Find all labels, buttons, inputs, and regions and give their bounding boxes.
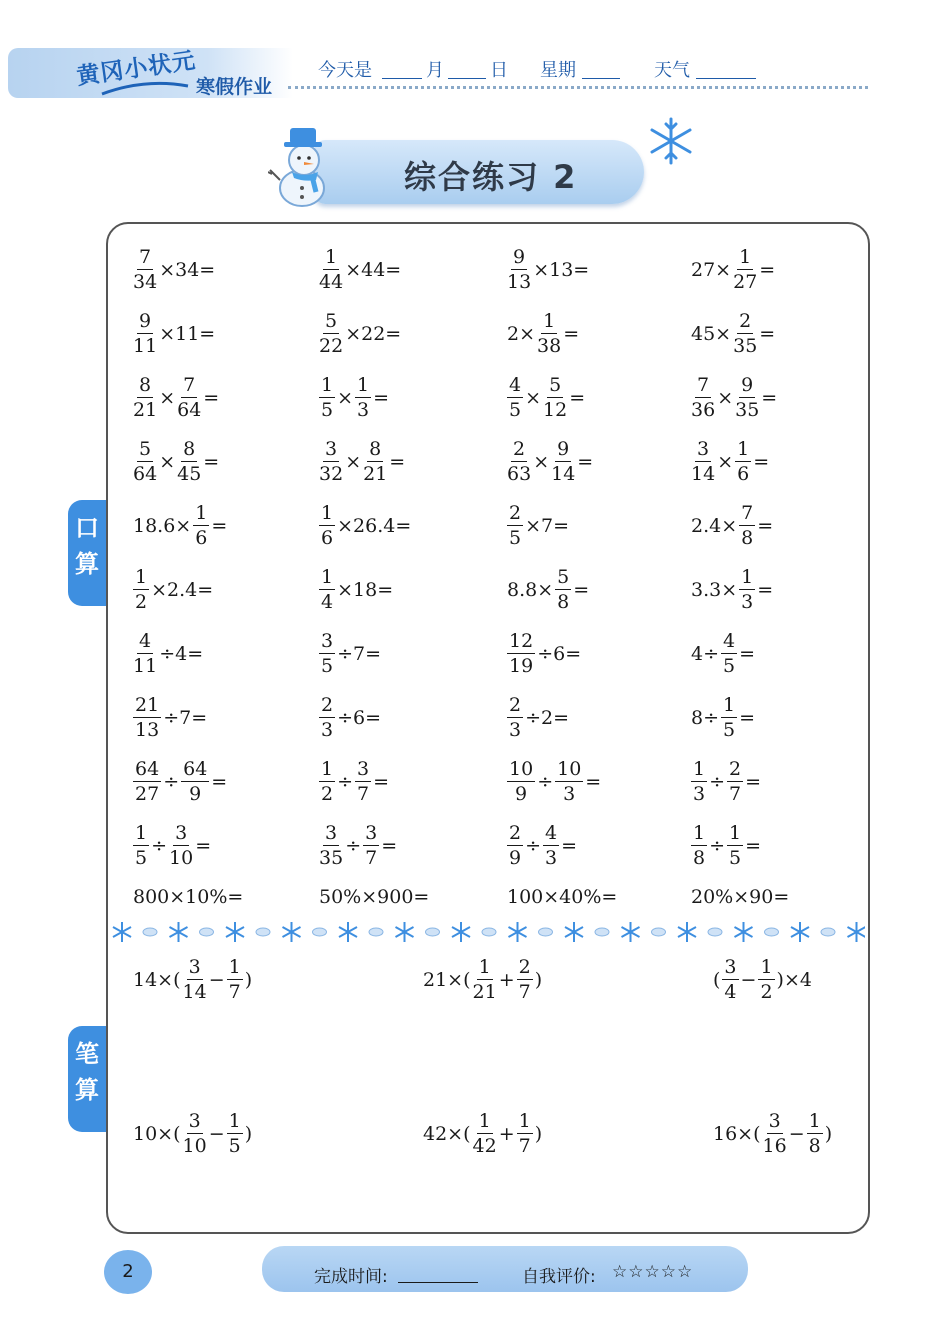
expression-text: ÷4= [159,643,204,665]
oral-problem-3-1 [132,376,220,420]
fraction: $\frac{1}{44}$ [319,246,344,293]
expression-text: × [533,451,550,473]
expression-text: − [788,1123,805,1145]
expression-text: = [577,451,594,473]
fraction: $\frac{2}{7}$ [518,956,531,1003]
snowflake-icon [646,116,696,166]
expression-text: 50%×900= [319,886,430,908]
expression-text: × [525,387,542,409]
oral-problem-7-4 [690,632,756,676]
expression-text: ÷ [709,771,726,793]
oral-problem-8-3 [506,696,570,740]
fraction: $\frac{7}{36}$ [691,374,716,421]
fraction: $\frac{2}{7}$ [729,758,742,805]
oral-problem-10-2 [318,824,398,868]
expression-text: 42×( [423,1123,471,1145]
fraction: $\frac{1}{5}$ [228,1110,241,1157]
divider-snowflake-icon [791,922,809,942]
fraction: $\frac{1}{8}$ [808,1110,821,1157]
fraction: $\frac{3}{10}$ [169,822,194,869]
expression-text: )×4 [776,969,812,991]
divider-dot-icon [765,928,779,936]
oral-problem-2-4 [690,312,776,356]
weekday-label: 星期 [540,60,576,81]
fraction: $\frac{2}{3}$ [509,694,522,741]
oral-problem-10-4 [690,824,762,868]
divider-snowflake-icon [396,922,414,942]
expression-text: 10×( [133,1123,181,1145]
fraction: $\frac{4}{3}$ [545,822,558,869]
expression-text: + [498,969,515,991]
divider-snowflake-icon [678,922,696,942]
expression-text: ×13= [533,259,590,281]
fraction: $\frac{1}{2}$ [321,758,334,805]
oral-problem-2-1 [132,312,216,356]
expression-text: ×26.4= [337,515,412,537]
oral-problem-11-1 [132,886,244,908]
fraction: $\frac{3}{7}$ [357,758,370,805]
expression-text: 4÷ [691,643,720,665]
divider-dot-icon [200,928,214,936]
expression-text: ÷ [345,835,362,857]
logo-swoosh-icon [100,78,190,98]
fraction: $\frac{9}{11}$ [133,310,158,357]
divider-dot-icon [482,928,496,936]
oral-problem-5-3 [506,504,570,548]
oral-problem-8-4 [690,696,756,740]
expression-text: × [159,451,176,473]
expression-text: − [208,969,225,991]
fraction: $\frac{8}{45}$ [177,438,202,485]
oral-problem-2-3 [506,312,580,356]
written-problem-2-1 [132,1112,253,1156]
expression-text: = [389,451,406,473]
expression-text: 14×( [133,969,181,991]
expression-text: 16×( [713,1123,761,1145]
written-problem-1-3 [712,958,813,1002]
oral-problem-9-2 [318,760,390,804]
fraction: $\frac{10}{9}$ [509,758,534,805]
date-label: 今天是 [318,60,372,81]
fraction: $\frac{3}{7}$ [365,822,378,869]
expression-text: 21×( [423,969,471,991]
expression-text: × [159,387,176,409]
fraction: $\frac{1}{7}$ [518,1110,531,1157]
expression-text: × [337,387,354,409]
fraction: $\frac{1}{8}$ [693,822,706,869]
fraction: $\frac{1}{5}$ [723,694,736,741]
divider-snowflake-icon [565,922,583,942]
oral-problem-7-2 [318,632,382,676]
fraction: $\frac{1}{2}$ [135,566,148,613]
oral-problem-10-3 [506,824,578,868]
divider-snowflake-icon [509,922,527,942]
month-label: 月 [426,60,444,81]
fraction: $\frac{1}{6}$ [321,502,334,549]
written-problem-1-1 [132,958,253,1002]
fraction: $\frac{7}{8}$ [741,502,754,549]
fraction: $\frac{3}{4}$ [724,956,737,1003]
oral-problem-4-2 [318,440,406,484]
oral-problem-6-4 [690,568,774,612]
fraction: $\frac{1}{21}$ [472,956,497,1003]
fraction: $\frac{1}{6}$ [737,438,750,485]
expression-text: = [757,579,774,601]
expression-text: = [745,835,762,857]
expression-text: ÷ [537,771,554,793]
fraction: $\frac{64}{9}$ [183,758,208,805]
expression-text: − [740,969,757,991]
self-evaluation-label: 自我评价: [522,1267,596,1287]
fraction: $\frac{21}{13}$ [135,694,160,741]
expression-text: + [498,1123,515,1145]
oral-problem-6-1 [132,568,214,612]
divider-dot-icon [539,928,553,936]
written-problem-1-2 [422,958,543,1002]
oral-problem-2-2 [318,312,402,356]
oral-problem-9-3 [506,760,602,804]
snowflake-divider [110,918,865,946]
fraction: $\frac{2}{3}$ [321,694,334,741]
fraction: $\frac{4}{5}$ [723,630,736,677]
divider-dot-icon [143,928,157,936]
day-label: 日 [490,60,508,81]
expression-text: ×44= [345,259,402,281]
expression-text: ( [713,969,721,991]
written-problem-2-3 [712,1112,833,1156]
expression-text: − [208,1123,225,1145]
oral-problem-5-4 [690,504,774,548]
oral-problem-1-4 [690,248,776,292]
fraction: $\frac{64}{27}$ [135,758,160,805]
divider-snowflake-icon [848,922,866,942]
fraction: $\frac{1}{2}$ [760,956,773,1003]
logo: 黄冈小状元 [75,47,198,91]
fraction: $\frac{7}{34}$ [133,246,158,293]
fraction: $\frac{3}{5}$ [321,630,334,677]
expression-text: ÷7= [163,707,208,729]
oral-problem-1-1 [132,248,216,292]
page-title: 综合练习 2 [404,158,578,196]
divider-snowflake-icon [735,922,753,942]
expression-text: ÷ [525,835,542,857]
divider-dot-icon [652,928,666,936]
fraction: $\frac{3}{10}$ [182,1110,207,1157]
oral-problem-6-2 [318,568,394,612]
fraction: $\frac{2}{63}$ [507,438,532,485]
expression-text: ×22= [345,323,402,345]
oral-problem-6-3 [506,568,590,612]
fraction: $\frac{5}{22}$ [319,310,344,357]
expression-text: ÷6= [337,707,382,729]
expression-text: = [759,323,776,345]
fraction: $\frac{3}{32}$ [319,438,344,485]
expression-text: ) [824,1123,833,1145]
oral-problem-7-1 [132,632,204,676]
expression-text: × [717,451,734,473]
oral-problem-10-1 [132,824,212,868]
fraction: $\frac{12}{19}$ [509,630,534,677]
divider-dot-icon [426,928,440,936]
expression-text: = [203,451,220,473]
expression-text: = [561,835,578,857]
written-problem-2-2 [422,1112,543,1156]
fraction: $\frac{4}{11}$ [133,630,158,677]
oral-problem-4-1 [132,440,220,484]
expression-text: = [195,835,212,857]
divider-dot-icon [708,928,722,936]
fraction: $\frac{1}{7}$ [228,956,241,1003]
expression-text: = [753,451,770,473]
expression-text: = [745,771,762,793]
expression-text: 27× [691,259,732,281]
expression-text: 8.8× [507,579,554,601]
expression-text: = [569,387,586,409]
oral-problem-1-2 [318,248,402,292]
oral-problem-11-2 [318,886,430,908]
fraction: $\frac{1}{3}$ [693,758,706,805]
divider-dot-icon [369,928,383,936]
expression-text: ÷ [163,771,180,793]
fraction: $\frac{3}{14}$ [691,438,716,485]
expression-text: ÷7= [337,643,382,665]
divider-snowflake-icon [452,922,470,942]
oral-problem-4-4 [690,440,770,484]
fraction: $\frac{1}{27}$ [733,246,758,293]
fraction: $\frac{5}{8}$ [557,566,570,613]
fraction: $\frac{4}{5}$ [509,374,522,421]
snowman-icon [268,122,338,210]
expression-text: 20%×90= [691,886,790,908]
expression-text: ×11= [159,323,216,345]
fraction: $\frac{5}{12}$ [543,374,568,421]
fraction: $\frac{1}{6}$ [195,502,208,549]
fraction: $\frac{3}{14}$ [182,956,207,1003]
book-title: 寒假作业 [196,76,273,98]
oral-problem-11-4 [690,886,790,908]
expression-text: ×34= [159,259,216,281]
expression-text: = [211,771,228,793]
weekday-blank[interactable] [582,78,620,79]
oral-problem-7-3 [506,632,582,676]
fraction: $\frac{1}{38}$ [537,310,562,357]
weather-blank[interactable] [696,78,756,79]
oral-problem-3-4 [690,376,778,420]
oral-problem-4-3 [506,440,594,484]
oral-problem-11-3 [506,886,618,908]
weather-label: 天气 [654,60,690,81]
expression-text: 2.4× [691,515,738,537]
divider-dot-icon [821,928,835,936]
day-blank[interactable] [448,78,486,79]
expression-text: 100×40%= [507,886,618,908]
expression-text: ×2.4= [151,579,214,601]
expression-text: = [759,259,776,281]
fraction: $\frac{1}{4}$ [321,566,334,613]
expression-text: × [717,387,734,409]
expression-text: 800×10%= [133,886,244,908]
fraction: $\frac{1}{5}$ [729,822,742,869]
fraction: $\frac{1}{5}$ [321,374,334,421]
fraction: $\frac{10}{3}$ [557,758,582,805]
oral-problem-5-2 [318,504,412,548]
expression-text: = [757,515,774,537]
fraction: $\frac{9}{14}$ [551,438,576,485]
divider-dot-icon [595,928,609,936]
expression-text: ) [244,1123,253,1145]
expression-text: ) [244,969,253,991]
divider-dot-icon [313,928,327,936]
divider-snowflake-icon [113,922,131,942]
oral-problem-8-1 [132,696,208,740]
fraction: $\frac{2}{35}$ [733,310,758,357]
expression-text: = [381,835,398,857]
expression-text: = [739,707,756,729]
expression-text: ) [534,969,543,991]
expression-text: 18.6× [133,515,192,537]
fraction: $\frac{9}{13}$ [507,246,532,293]
rating-stars[interactable]: ☆☆☆☆☆ [612,1262,694,1282]
expression-text: = [585,771,602,793]
fraction: $\frac{2}{9}$ [509,822,522,869]
expression-text: ×7= [525,515,570,537]
fraction: $\frac{9}{35}$ [735,374,760,421]
expression-text: 2× [507,323,536,345]
header-dotted-line [288,86,868,89]
expression-text: = [203,387,220,409]
tab-written-calculation: 笔 算 [68,1026,106,1132]
fraction: $\frac{7}{64}$ [177,374,202,421]
expression-text: 45× [691,323,732,345]
expression-text: ÷2= [525,707,570,729]
expression-text: = [373,387,390,409]
tab-oral-calculation: 口 算 [68,500,106,606]
expression-text: = [739,643,756,665]
divider-snowflake-icon [170,922,188,942]
oral-problem-5-1 [132,504,228,548]
expression-text: = [211,515,228,537]
fraction: $\frac{1}{42}$ [472,1110,497,1157]
divider-snowflake-icon [339,922,357,942]
month-blank[interactable] [382,78,422,79]
oral-problem-8-2 [318,696,382,740]
divider-snowflake-icon [622,922,640,942]
expression-text: ÷ [151,835,168,857]
fraction: $\frac{2}{5}$ [509,502,522,549]
oral-problem-9-4 [690,760,762,804]
fraction: $\frac{3}{35}$ [319,822,344,869]
fraction: $\frac{8}{21}$ [133,374,158,421]
completion-time-blank[interactable] [398,1282,478,1283]
fraction: $\frac{1}{5}$ [135,822,148,869]
oral-problem-9-1 [132,760,228,804]
oral-problem-3-3 [506,376,586,420]
oral-problem-1-3 [506,248,590,292]
expression-text: = [373,771,390,793]
expression-text: 8÷ [691,707,720,729]
divider-snowflake-icon [283,922,301,942]
divider-snowflake-icon [226,922,244,942]
fraction: $\frac{1}{3}$ [741,566,754,613]
expression-text: × [345,451,362,473]
oral-problem-3-2 [318,376,390,420]
fraction: $\frac{3}{16}$ [762,1110,787,1157]
expression-text: ) [534,1123,543,1145]
expression-text: 3.3× [691,579,738,601]
fraction: $\frac{8}{21}$ [363,438,388,485]
page-number: 2 [104,1250,152,1294]
completion-time-label: 完成时间: [314,1267,388,1287]
expression-text: = [761,387,778,409]
fraction: $\frac{1}{3}$ [357,374,370,421]
fraction: $\frac{5}{64}$ [133,438,158,485]
divider-dot-icon [256,928,270,936]
expression-text: ×18= [337,579,394,601]
expression-text: = [573,579,590,601]
expression-text: ÷ [709,835,726,857]
expression-text: ÷ [337,771,354,793]
expression-text: = [563,323,580,345]
expression-text: ÷6= [537,643,582,665]
